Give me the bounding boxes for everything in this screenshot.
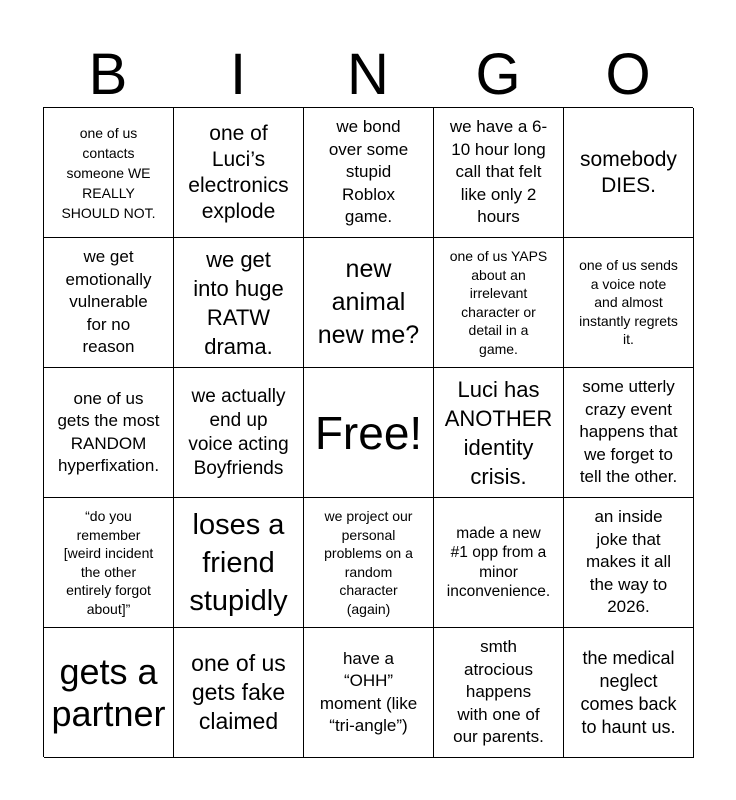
header-letter-n: N bbox=[347, 42, 389, 107]
header-letter-g: G bbox=[475, 42, 521, 107]
free-space-text: Free! bbox=[314, 406, 423, 459]
cell-text: one of us YAPS about an irrelevant character or detail in a game. bbox=[449, 248, 548, 357]
bingo-cell[interactable] bbox=[434, 628, 564, 758]
bingo-cell[interactable] bbox=[174, 498, 304, 628]
cell-text: made a new #1 opp from a minor inconvenience. bbox=[446, 524, 551, 600]
free-space-cell[interactable] bbox=[304, 368, 434, 498]
header-letter-o: O bbox=[605, 42, 651, 107]
bingo-cell[interactable] bbox=[304, 238, 434, 368]
bingo-cell[interactable] bbox=[564, 628, 694, 758]
cell-text: somebody DIES. bbox=[580, 147, 677, 197]
cell-text: Luci has ANOTHER identity crisis. bbox=[444, 376, 553, 489]
bingo-cell[interactable] bbox=[564, 108, 694, 238]
cell-text: one of Luci’s electronics explode bbox=[188, 121, 289, 223]
header-letter-i: I bbox=[229, 42, 247, 107]
bingo-cell[interactable] bbox=[44, 368, 174, 498]
cell-text: some utterly crazy event happens that we forget to tell the other. bbox=[579, 377, 678, 487]
cell-text: we get emotionally vulnerable for no reason bbox=[65, 247, 152, 357]
cell-text: we bond over some stupid Roblox game. bbox=[328, 117, 409, 227]
bingo-cell[interactable] bbox=[44, 628, 174, 758]
bingo-cell[interactable] bbox=[174, 368, 304, 498]
cell-text: “do you remember [weird incident the other entirely forgot about]” bbox=[63, 508, 154, 617]
bingo-cell[interactable] bbox=[174, 108, 304, 238]
bingo-cell[interactable] bbox=[174, 238, 304, 368]
bingo-cell[interactable] bbox=[434, 368, 564, 498]
cell-text: an inside joke that makes it all the way to 2026. bbox=[585, 507, 672, 617]
bingo-cell[interactable] bbox=[304, 498, 434, 628]
bingo-cell[interactable] bbox=[44, 498, 174, 628]
cell-text: have a “OHH” moment (like “tri-angle”) bbox=[319, 648, 418, 735]
cell-text: smth atrocious happens with one of our parents. bbox=[453, 637, 544, 747]
bingo-cell[interactable] bbox=[304, 108, 434, 238]
cell-text: we have a 6- 10 hour long call that felt like only 2 hours bbox=[449, 117, 548, 227]
cell-text: we project our personal problems on a random character (again) bbox=[324, 508, 413, 617]
bingo-cell[interactable] bbox=[44, 238, 174, 368]
cell-text: the medical neglect comes back to haunt us. bbox=[580, 647, 677, 737]
cell-text: one of us gets fake claimed bbox=[191, 650, 286, 734]
cell-text: new animal new me? bbox=[317, 255, 420, 349]
cell-text: we get into huge RATW drama. bbox=[193, 246, 284, 359]
cell-text: we actually end up voice acting Boyfriends bbox=[188, 385, 289, 479]
bingo-cell[interactable] bbox=[434, 498, 564, 628]
bingo-cell[interactable] bbox=[174, 628, 304, 758]
bingo-cell[interactable] bbox=[564, 368, 694, 498]
bingo-cell[interactable] bbox=[564, 498, 694, 628]
cell-text: one of us sends a voice note and almost instantly regrets it. bbox=[579, 257, 678, 348]
bingo-grid bbox=[43, 107, 693, 757]
bingo-cell[interactable] bbox=[434, 108, 564, 238]
cell-text: loses a friend stupidly bbox=[189, 508, 288, 617]
bingo-cell[interactable] bbox=[44, 108, 174, 238]
cell-text: one of us contacts someone WE REALLY SHOULD NOT. bbox=[61, 124, 156, 221]
bingo-header bbox=[43, 44, 693, 106]
cell-text: gets a partner bbox=[51, 650, 166, 734]
header-letter-b: B bbox=[88, 42, 128, 107]
bingo-cell[interactable] bbox=[434, 238, 564, 368]
bingo-cell[interactable] bbox=[564, 238, 694, 368]
bingo-cell[interactable] bbox=[304, 628, 434, 758]
cell-text: one of us gets the most RANDOM hyperfixation. bbox=[57, 388, 160, 475]
